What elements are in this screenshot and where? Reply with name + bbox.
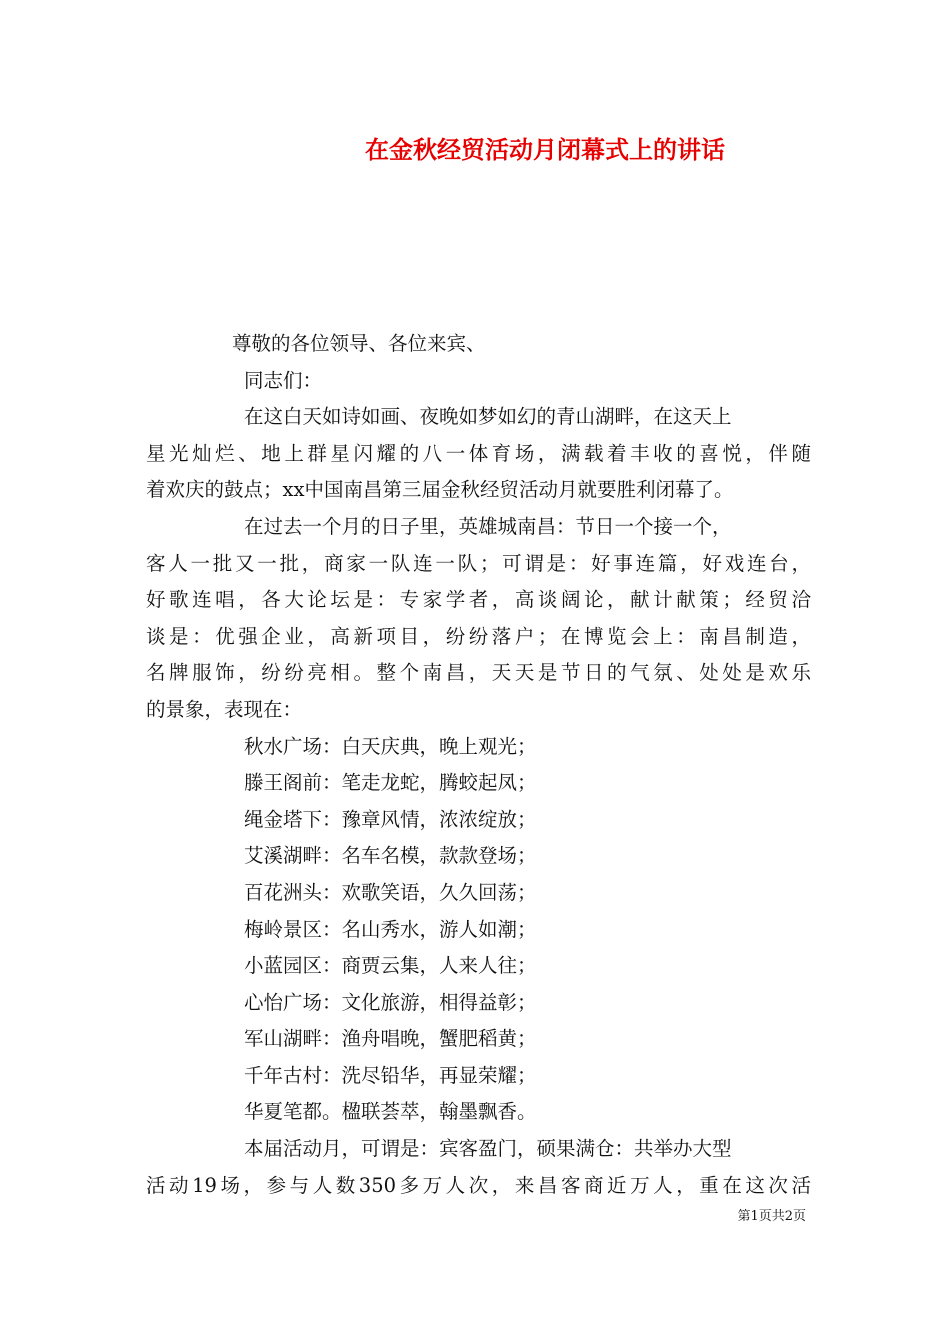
venue-line: 艾溪湖畔：名车名模，款款登场； — [244, 844, 537, 868]
paragraph-line: 在过去一个月的日子里，英雄城南昌：节日一个接一个， — [244, 514, 732, 538]
paragraph-line: 星光灿烂、地上群星闪耀的八一体育场，满载着丰收的喜悦，伴随 — [146, 441, 811, 465]
paragraph-line: 客人一批又一批，商家一队连一队；可谓是：好事连篇，好戏连台， — [146, 551, 811, 575]
paragraph-line: 在这白天如诗如画、夜晚如梦如幻的青山湖畔，在这天上 — [244, 405, 732, 429]
document-title: 在金秋经贸活动月闭幕式上的讲话 — [365, 135, 725, 164]
venue-line: 滕王阁前：笔走龙蛇，腾蛟起凤； — [244, 771, 537, 795]
venue-line: 百花洲头：欢歌笑语，久久回荡； — [244, 880, 537, 904]
paragraph-line: 名牌服饰，纷纷亮相。整个南昌，天天是节日的气氛、处处是欢乐 — [146, 661, 811, 685]
venue-line: 华夏笔都。楹联荟萃，翰墨飘香。 — [244, 1100, 537, 1124]
paragraph-line: 谈是：优强企业，高新项目，纷纷落户；在博览会上：南昌制造， — [146, 624, 811, 648]
venue-line: 梅岭景区：名山秀水，游人如潮； — [244, 917, 537, 941]
venue-line: 千年古村：洗尽铅华，再显荣耀； — [244, 1063, 537, 1087]
venue-line: 秋水广场：白天庆典，晚上观光； — [244, 734, 537, 758]
paragraph-line: 的景象，表现在： — [146, 697, 303, 721]
salutation-line: 尊敬的各位领导、各位来宾、 — [232, 332, 486, 355]
venue-line: 小蓝园区：商贾云集，人来人往； — [244, 954, 537, 978]
document-body — [146, 326, 811, 1204]
salutation-line: 同志们： — [244, 368, 323, 392]
page-number: 第1页共2页 — [737, 1209, 806, 1224]
paragraph-line: 活动19场，参与人数350多万人次，来昌客商近万人，重在这次活 — [146, 1173, 811, 1197]
paragraph-line: 着欢庆的鼓点；xx中国南昌第三届金秋经贸活动月就要胜利闭幕了。 — [146, 478, 734, 502]
venue-line: 军山湖畔：渔舟唱晚，蟹肥稻黄； — [244, 1027, 537, 1051]
paragraph-line: 好歌连唱，各大论坛是：专家学者，高谈阔论，献计献策；经贸洽 — [146, 588, 811, 612]
venue-line: 绳金塔下：豫章风情，浓浓绽放； — [244, 807, 537, 831]
paragraph-line: 本届活动月，可谓是：宾客盈门，硕果满仓：共举办大型 — [244, 1137, 732, 1161]
venue-line: 心怡广场：文化旅游，相得益彰； — [244, 990, 537, 1014]
